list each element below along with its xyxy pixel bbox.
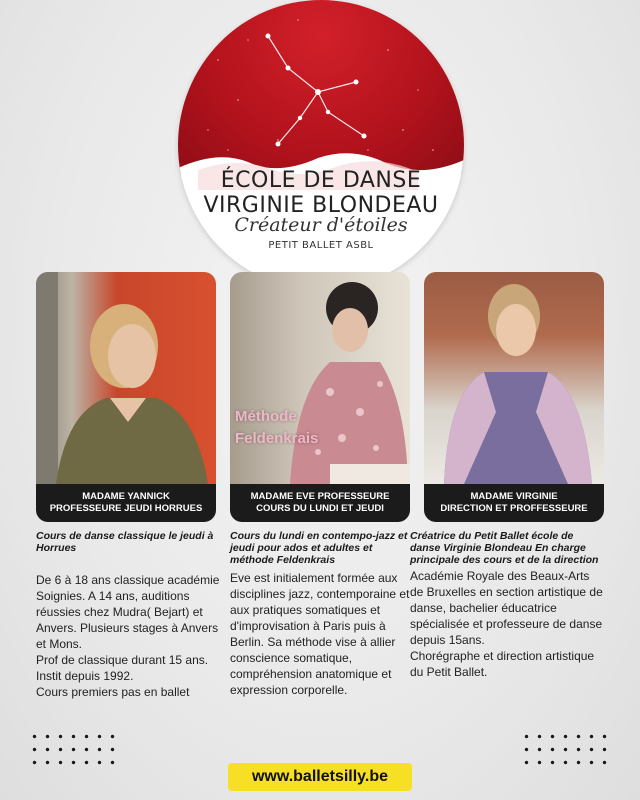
bio-paragraph: Académie Royale des Beaux-Arts de Bruxelles en section artistique de danse, bachelier éducatrice spécialisée et professeure de danse depuis 15ans. <box>410 569 603 647</box>
teacher-description-yannick <box>36 530 222 700</box>
decorative-dot-grid <box>520 730 612 770</box>
decorative-dot-grid <box>28 730 120 770</box>
teacher-name-banner <box>230 484 410 522</box>
bio-paragraph: Cours premiers pas en ballet <box>36 685 190 699</box>
logo-subtitle: PETIT BALLET ASBL <box>268 240 374 251</box>
bio-paragraph: Chorégraphe et direction artistique du Petit Ballet. <box>410 649 595 679</box>
teacher-role: DIRECTION ET PROFFESSEURE <box>440 503 588 514</box>
teacher-photo <box>36 272 216 484</box>
teacher-name: MADAME EVE PROFESSEURE <box>250 491 390 502</box>
teacher-description-virginie <box>410 530 606 680</box>
teacher-description-eve <box>230 530 416 698</box>
feldenkrais-overlay <box>235 406 345 450</box>
portrait-silhouette <box>36 272 216 484</box>
portrait-silhouette <box>230 272 410 484</box>
course-intro: Créatrice du Petit Ballet école de danse Virginie Blondeau En charge principale des cours et de la direction <box>410 530 599 566</box>
teacher-name-banner <box>424 484 604 522</box>
teacher-role: COURS DU LUNDI ET JEUDI <box>256 503 384 514</box>
logo-school-name-line2: VIRGINIE BLONDEAU <box>203 193 439 218</box>
teacher-name-banner <box>36 484 216 522</box>
course-intro: Cours de danse classique le jeudi à Horrues <box>36 530 214 554</box>
teacher-name: MADAME YANNICK <box>82 491 170 502</box>
teacher-card-yannick <box>36 272 216 522</box>
logo-tagline: Créateur d'étoiles <box>234 214 408 236</box>
portrait-silhouette <box>424 272 604 484</box>
teacher-name: MADAME VIRGINIE <box>470 491 558 502</box>
teacher-card-virginie <box>424 272 604 522</box>
teacher-card-eve <box>230 272 410 522</box>
teacher-photo <box>424 272 604 484</box>
constellation-icon <box>178 0 464 190</box>
feldenkrais-line1: Méthode <box>235 408 297 425</box>
logo-school-name-line1: ÉCOLE DE DANSE <box>220 168 422 193</box>
bio-paragraph: Eve est initialement formée aux disciplines jazz, contemporaine et aux pratiques somatiques et d'improvisation à Paris puis à Berlin. Sa méthode vise à allier conscience somatique, compréhension anatomique et expression corporelle. <box>230 571 410 697</box>
teacher-bio <box>36 572 222 700</box>
teacher-photo <box>230 272 410 484</box>
bio-paragraph: De 6 à 18 ans classique académie Soignies. A 14 ans, auditions réussies chez Mudra( Bejart) et Anvers. Plusieurs stages à Anvers et Mons. <box>36 573 220 651</box>
feldenkrais-line2: Feldenkrais <box>235 430 319 447</box>
teacher-bio <box>230 570 416 698</box>
teacher-role: PROFESSEURE JEUDI HORRUES <box>49 503 203 514</box>
bio-paragraph: Prof de classique durant 15 ans. Instit depuis 1992. <box>36 653 209 683</box>
school-logo <box>178 0 464 290</box>
teacher-bio <box>410 568 606 680</box>
course-intro: Cours du lundi en contempo-jazz et jeudi pour ados et adultes et méthode Feldenkrais <box>230 530 408 566</box>
website-link[interactable]: www.balletsilly.be <box>228 763 412 791</box>
